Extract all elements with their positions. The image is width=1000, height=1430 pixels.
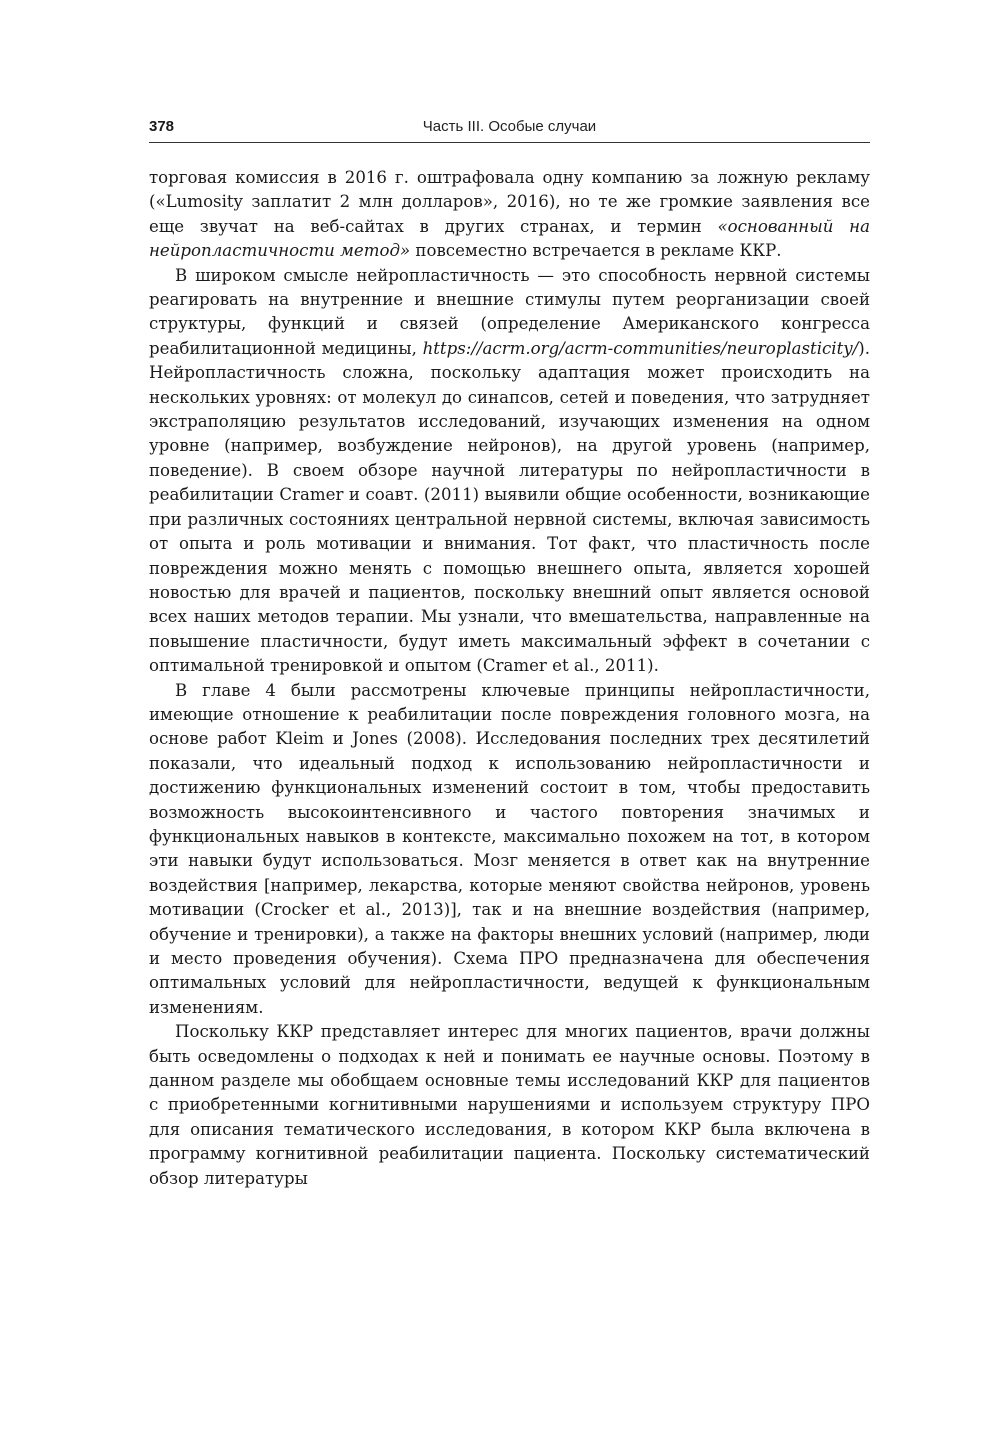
main-text — [149, 166, 870, 1191]
paragraph-text: В главе 4 были рассмотрены ключевые принципы нейропластичности, имеющие отношение к реабилитации после повреждения головного мозга, на основе работ Kleim и Jones (2008). Исследования последних трех десятилетий показали, что идеальный подход к использованию нейропластичности и достижению функциональных изменений состоит в том, чтобы предоставить возможность высокоинтенсивного и частого повторения значимых и функциональных навыков в контексте, максимально похожем на тот, в котором эти навыки будут использоваться. Мозг меняется в ответ как на внутренние воздействия [например, лекарства, которые меняют свойства нейронов, уровень мотивации (Crocker et al., 2013)], так и на внешние воздействия (например, обучение и тренировки), а также на факторы внешних условий (например, люди и место проведения обучения). Схема ПРО предназначена для обеспечения оптимальных условий для нейропластичности, ведущей к функциональным изменениям. — [149, 680, 870, 1017]
page-number: 378 — [149, 118, 175, 135]
paragraph-2 — [149, 264, 870, 679]
paragraph-text: повсеместно встречается в рекламе ККР. — [410, 241, 782, 261]
url-link[interactable]: https://acrm.org/acrm-communities/neuroplasticity/ — [422, 338, 859, 358]
paragraph-4 — [149, 1020, 870, 1191]
paragraph-text: Поскольку ККР представляет интерес для многих пациентов, врачи должны быть осведомлены о подходах к ней и понимать ее научные основы. Поэтому в данном разделе мы обобщаем основные темы исследований ККР для пациентов с приобретенными когнитивными нарушениями и используем структуру ПРО для описания тематического исследования, в котором ККР была включена в программу когнитивной реабилитации пациента. Поскольку систематический обзор литературы — [149, 1022, 870, 1188]
paragraph-text: торговая комиссия в 2016 г. оштрафовала одну компанию за ложную рекламу («Lumosity заплатит 2 млн долларов», 2016), но те же громкие заявления все еще звучат на веб-сайтах в других странах, и термин — [149, 168, 870, 236]
paragraph-1 — [149, 166, 870, 264]
running-title: Часть III. Особые случаи — [422, 118, 597, 135]
paragraph-text: В широком смысле нейропластичность — это способность нервной системы реагировать на внутренние и внешние стимулы путем реорганизации своей структуры, функций и связей (определение Американского конгресса реабилитационной медицины, — [149, 265, 870, 358]
page-header — [149, 114, 870, 143]
paragraph-3 — [149, 679, 870, 1021]
paragraph-text: ). Нейропластичность сложна, поскольку адаптация может происходить на нескольких уровнях: от молекул до синапсов, сетей и поведения, что затрудняет экстраполяцию результатов исследований, изучающих изменения на одном уровне (например, возбуждение нейронов), на другой уровень (например, поведение). В своем обзоре научной литературы по нейропластичности в реабилитации Cramer и соавт. (2011) выявили общие особенности, возникающие при различных состояниях центральной нервной системы, включая зависимость от опыта и роль мотивации и внимания. Тот факт, что пластичность после повреждения можно менять с помощью внешнего опыта, является хорошей новостью для врачей и пациентов, поскольку внешний опыт является основой всех наших методов терапии. Мы узнали, что вмешательства, направленные на повышение пластичности, будут иметь максимальный эффект в сочетании с оптимальной тренировкой и опытом (Cramer et al., 2011). — [149, 338, 870, 676]
italic-term: «основанный на нейропластичности метод» — [149, 216, 870, 261]
